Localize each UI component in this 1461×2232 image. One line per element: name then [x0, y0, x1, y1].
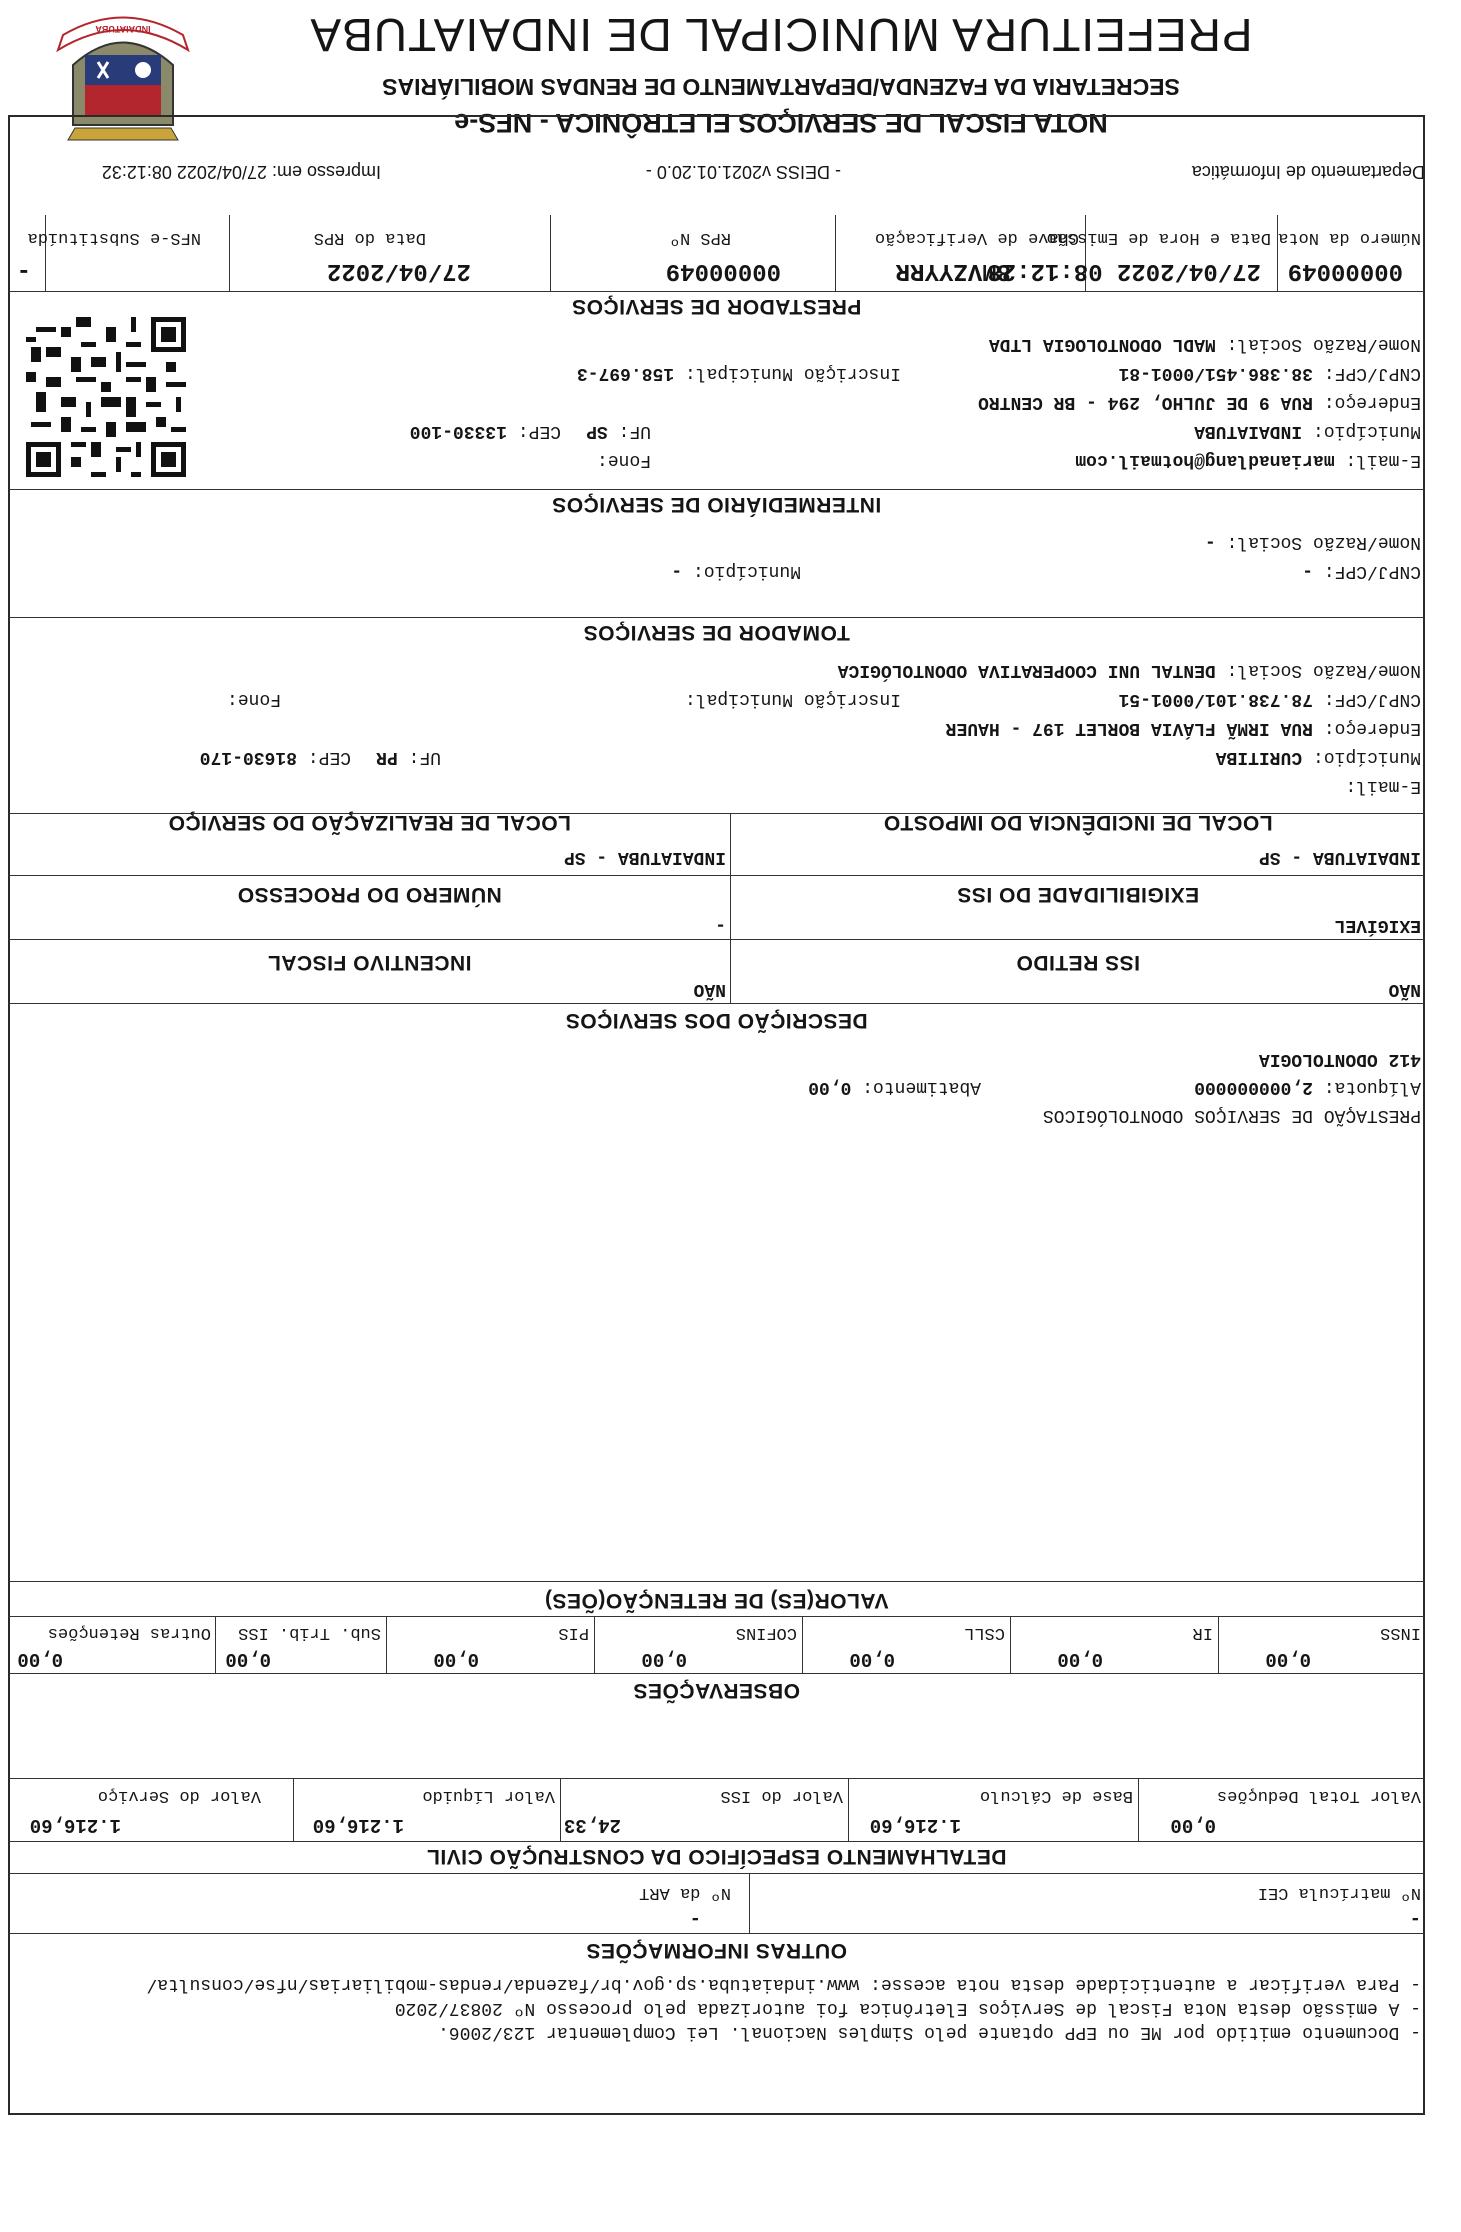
ret-csll-value: 0,00 — [849, 1648, 895, 1670]
tomador-endereco: RUA IRMÃ FLÁVIA BORLET 197 - HAUER — [945, 718, 1313, 738]
prestador-im: 158.697-3 — [576, 363, 675, 383]
prestador-endereco: RUA 9 DE JULHO, 294 - BR CENTRO — [978, 392, 1313, 412]
prestador-email-row: E-mail: marianadlang@hotmail.com — [1075, 450, 1421, 470]
tomador-nome-row: Nome/Razão Social: DENTAL UNI COOPERATIVA ODONTOLÓGICA — [837, 660, 1421, 680]
tomador-nome: DENTAL UNI COOPERATIVA ODONTOLÓGICA — [837, 660, 1216, 680]
abatimento-row: Abatimento: 0,00 — [808, 1077, 981, 1097]
chave-verificacao: 8MVZYYRR — [895, 257, 1011, 284]
base-label: Base de Cálculo — [979, 1786, 1133, 1805]
tomador-title: TOMADOR DE SERVIÇOS — [583, 621, 850, 644]
intermediario-nome-row: Nome/Razão Social: - — [1204, 532, 1421, 552]
ret-ir-label: IR — [1192, 1623, 1213, 1642]
iss-label: Valor do ISS — [720, 1786, 843, 1805]
incidencia-value: INDAIATUBA - SP — [1258, 847, 1421, 867]
prestador-municipio: INDAIATUBA — [1194, 421, 1303, 441]
prestador-endereco-row: Endereço: RUA 9 DE JULHO, 294 - BR CENTRO — [978, 392, 1421, 412]
exigibilidade-title: EXIGIBILIDADE DO ISS — [956, 883, 1200, 906]
tomador-endereco-row: Endereço: RUA IRMÃ FLÁVIA BORLET 197 - HAUER — [945, 718, 1421, 738]
exigibilidade-value: EXIGÍVEL — [1334, 915, 1421, 935]
construcao-title: DETALHAMENTO ESPECÍFICO DA CONSTRUÇÃO CIVIL — [426, 1845, 1007, 1868]
iss-value: 24,33 — [563, 1814, 621, 1836]
intermediario-nome: - — [1204, 532, 1216, 552]
ret-cofins-value: 0,00 — [641, 1648, 687, 1670]
numero-nota-label: Número da Nota — [1278, 228, 1421, 247]
servico-label: Valor do Serviço — [97, 1786, 261, 1805]
prestador-cep: 13330-100 — [409, 421, 507, 441]
data-hora-label: Data e Hora de Emissão — [1046, 228, 1271, 247]
descricao-title: DESCRIÇÃO DOS SERVIÇOS — [565, 1009, 868, 1032]
descricao-texto: PRESTAÇÃO DE SERVIÇOS ODONTOLÓGICOS — [1042, 1105, 1421, 1125]
header-version: - DEISS v2021.01.20.0 - — [645, 162, 841, 182]
iss-retido-value: NÃO — [1388, 979, 1421, 999]
tomador-email-row: E-mail: — [1345, 776, 1421, 796]
outras-line-1: - Para verificar a autenticidade desta nota acesse: www.indaiatuba.sp.gov.br/fazenda/rendas-mobiliarias/nfse/consulta/ — [146, 1974, 1421, 1994]
substituida-label: NFS-e Substituída — [27, 228, 201, 247]
aliquota-value: 2,000000000 — [1194, 1077, 1313, 1097]
prestador-cnpj: 38.386.451/0001-81 — [1118, 363, 1313, 383]
prestador-uf-row: UF: SP — [586, 421, 651, 441]
tomador-municipio-row: Município: CURITIBA — [1215, 747, 1421, 767]
observacoes-title: OBSERVAÇÕES — [633, 1679, 800, 1702]
header-title: PREFEITURA MUNICIPAL DE INDAIATUBA — [309, 9, 1253, 61]
ret-subtrib-label: Sub. Trib. ISS — [238, 1623, 381, 1642]
incentivo-value: NÃO — [693, 979, 726, 999]
base-value: 1.216,60 — [869, 1814, 961, 1836]
tomador-municipio: CURITIBA — [1215, 747, 1303, 767]
liquido-value: 1.216,60 — [312, 1814, 404, 1836]
processo-title: NÚMERO DO PROCESSO — [237, 883, 502, 906]
prestador-email: marianadlang@hotmail.com — [1075, 450, 1335, 470]
cei-label: Nº matrícula CEI — [1257, 1883, 1421, 1902]
ret-csll-label: CSLL — [964, 1623, 1005, 1642]
tomador-fone-row: Fone: — [226, 689, 281, 709]
prestador-nome-row: Nome/Razão Social: MADL ODONTOLOGIA LTDA — [988, 334, 1421, 354]
header-subtitle: SECRETARIA DA FAZENDA/DEPARTAMENTO DE RENDAS MOBILIÁRIAS — [382, 74, 1180, 100]
crest-banner-text: INDAIATUBA — [95, 24, 151, 34]
tomador-cep-row: CEP: 81630-170 — [199, 747, 351, 767]
prestador-cep-row: CEP: 13330-100 — [409, 421, 561, 441]
rps-label: RPS Nº — [669, 228, 731, 247]
tomador-cnpj-row: CNPJ/CPF: 78.738.101/0001-51 — [1118, 689, 1421, 709]
realizacao-value: INDAIATUBA - SP — [563, 847, 726, 867]
intermediario-municipio: - — [671, 561, 683, 581]
ret-subtrib-value: 0,00 — [225, 1648, 271, 1670]
outras-line-3: - Documento emitido por ME ou EPP optante pelo Simples Nacional. Lei Complementar 123/2006. — [438, 2022, 1421, 2042]
retencoes-title: VALOR(ES) DE RETENÇÃO(ÕES) — [544, 1589, 889, 1612]
ret-inss-value: 0,00 — [1265, 1648, 1311, 1670]
descricao-codigo: 412 ODONTOLOGIA — [1258, 1049, 1421, 1069]
servico-value: 1.216,60 — [29, 1814, 121, 1836]
prestador-uf: SP — [586, 421, 608, 441]
ret-outras-label: Outras Retenções — [47, 1623, 211, 1642]
prestador-municipio-row: Município: INDAIATUBA — [1194, 421, 1421, 441]
ret-outras-value: 0,00 — [17, 1648, 63, 1670]
deducoes-value: 0,00 — [1170, 1814, 1216, 1836]
iss-retido-title: ISS RETIDO — [1015, 951, 1141, 974]
ret-cofins-label: COFINS — [735, 1623, 797, 1642]
outras-title: OUTRAS INFORMAÇÕES — [586, 1939, 847, 1962]
numero-nota: 00000049 — [1287, 257, 1403, 284]
ret-ir-value: 0,00 — [1057, 1648, 1103, 1670]
tomador-uf: PR — [376, 747, 398, 767]
art-label: Nº da ART — [639, 1883, 731, 1902]
header-printed: Impresso em: 27/04/2022 08:12:32 — [101, 162, 381, 182]
ret-pis-label: PIS — [558, 1623, 589, 1642]
qr-code — [21, 312, 191, 482]
intermediario-cnpj: - — [1302, 561, 1313, 581]
rps-numero: 00000049 — [665, 257, 781, 284]
prestador-title: PRESTADOR DE SERVIÇOS — [571, 295, 862, 318]
header-department: Departamento de Informática — [1191, 162, 1425, 182]
tomador-cep: 81630-170 — [199, 747, 297, 767]
outras-line-2: - A emissão desta Nota Fiscal de Serviços Eletrônica foi autorizada pelo processo Nº 20837/2020 — [394, 1998, 1421, 2018]
art-value: - — [689, 1908, 701, 1930]
processo-value: - — [715, 915, 726, 935]
data-rps: 27/04/2022 — [326, 257, 471, 284]
realizacao-title: LOCAL DE REALIZAÇÃO DO SERVIÇO — [168, 811, 571, 834]
nfse-substituida: - — [16, 257, 31, 284]
prestador-cnpj-row: CNPJ/CPF: 38.386.451/0001-81 — [1118, 363, 1421, 383]
aliquota-row: Alíquota: 2,000000000 — [1194, 1077, 1421, 1097]
data-hora-emissao: 27/04/2022 08:12:28 — [987, 257, 1261, 284]
chave-label: Chave de Verificação — [874, 228, 1079, 247]
liquido-label: Valor Líquido — [422, 1786, 555, 1805]
ret-pis-value: 0,00 — [433, 1648, 479, 1670]
incentivo-title: INCENTIVO FISCAL — [267, 951, 472, 974]
deducoes-label: Valor Total Deduções — [1216, 1786, 1421, 1805]
prestador-fone-row: Fone: — [596, 450, 651, 470]
header-doc-title: NOTA FISCAL DE SERVIÇOS ELETRÔNICA - NFS-e — [454, 108, 1108, 138]
ret-inss-label: INSS — [1380, 1623, 1421, 1642]
tomador-cnpj: 78.738.101/0001-51 — [1118, 689, 1313, 709]
cei-value: - — [1409, 1908, 1421, 1930]
prestador-nome: MADL ODONTOLOGIA LTDA — [988, 334, 1216, 354]
data-rps-label: Data do RPS — [313, 228, 426, 247]
tomador-im-row: Inscrição Municipal: — [684, 689, 901, 709]
intermediario-cnpj-row: CNPJ/CPF: - — [1302, 561, 1421, 581]
tomador-uf-row: UF: PR — [376, 747, 441, 767]
intermediario-municipio-row: Município: - — [671, 561, 801, 581]
prestador-im-row: Inscrição Municipal: 158.697-3 — [576, 363, 901, 383]
intermediario-title: INTERMEDIÁRIO DE SERVIÇOS — [551, 493, 882, 516]
abatimento-value: 0,00 — [808, 1077, 852, 1097]
incidencia-title: LOCAL DE INCIDÊNCIA DO IMPOSTO — [883, 811, 1273, 834]
